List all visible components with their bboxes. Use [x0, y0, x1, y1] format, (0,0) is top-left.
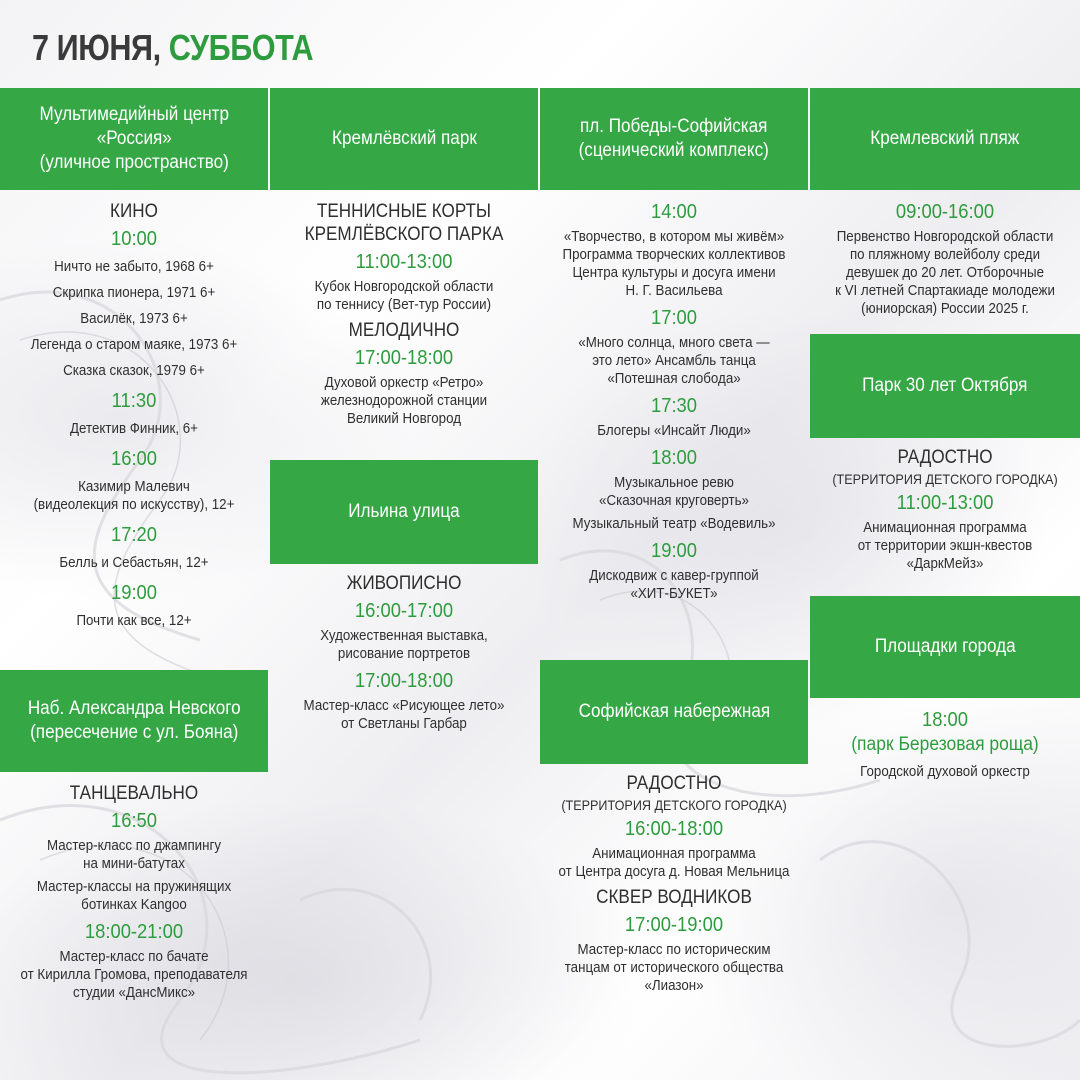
event-time: 09:00-16:00 [895, 201, 995, 223]
section-heading: КИНО [110, 201, 158, 222]
section-heading: СКВЕР ВОДНИКОВ [596, 887, 752, 908]
venue-label: Ильина улица [348, 501, 460, 522]
event-location: (парк Березовая роща) [851, 734, 1039, 755]
event-title: Мастер-класс по бачате от Кирилла Громова, преподавателя студии «ДансМикс» [20, 949, 248, 1001]
event-title: Кубок Новгородской области по теннису (Вет-тур России) [314, 279, 494, 313]
section-heading: РАДОСТНО [626, 773, 722, 794]
section-heading: РАДОСТНО [897, 447, 993, 468]
event-time: 18:00 [650, 447, 698, 469]
section-painting [270, 568, 538, 738]
event-title: «Творчество, в котором мы живём» Программа творческих коллективов Центра культуры и досуга имени Н. Г. Васильева [562, 229, 786, 299]
section-kids-sofia [540, 768, 808, 1000]
event-title: Легенда о старом маяке, 1973 6+ [30, 337, 238, 353]
venue-band-nevsky [0, 670, 268, 772]
event-time: 17:00 [650, 307, 698, 329]
event-time: 16:00-18:00 [624, 818, 724, 840]
page-date: 7 ИЮНЯ, [32, 27, 161, 68]
event-time: 14:00 [650, 201, 698, 223]
venue-band-sofia-embankment [540, 660, 808, 764]
venue-label: Наб. Александра Невского (пересечение с ул. Бояна) [27, 698, 241, 743]
section-tennis [270, 196, 538, 433]
event-title: Блогеры «Инсайт Люди» [597, 423, 751, 439]
event-title: Анимационная программа от Центра досуга д. Новая Мельница [558, 846, 790, 880]
venue-label: Площадки города [874, 636, 1016, 657]
section-cinema [0, 196, 268, 638]
section-dance [0, 778, 268, 1007]
event-title: Детектив Финник, 6+ [70, 421, 198, 437]
section-kids-park [810, 442, 1080, 578]
event-title: Мастер-класс по историческим танцам от исторического общества «Лиазон» [564, 942, 784, 994]
event-time: 17:00-18:00 [354, 347, 454, 369]
event-time: 16:00 [110, 448, 158, 470]
venue-band-ilyina [270, 460, 538, 564]
event-title: Художественная выставка, рисование портретов [320, 628, 488, 662]
event-time: 17:30 [650, 395, 698, 417]
event-title: Дискодвиж с кавер-группой «ХИТ-БУКЕТ» [589, 568, 759, 602]
venue-label: Мультимедийный центр «Россия» (уличное пространство) [39, 104, 229, 173]
venue-band-park-30 [810, 334, 1080, 438]
event-time: 10:00 [110, 228, 158, 250]
event-time: 18:00-21:00 [84, 921, 184, 943]
venue-label: Софийская набережная [578, 701, 770, 722]
event-time: 17:00-19:00 [624, 914, 724, 936]
event-title: Ничто не забыто, 1968 6+ [54, 259, 214, 275]
venue-band-rossiya [0, 88, 268, 190]
event-title: Музыкальный театр «Водевиль» [572, 516, 776, 532]
venue-label: Кремлёвский парк [331, 128, 477, 149]
event-time: 17:00-18:00 [354, 670, 454, 692]
event-title: Василёк, 1973 6+ [80, 311, 188, 327]
section-heading: МЕЛОДИЧНО [348, 320, 460, 341]
event-title: Скрипка пионера, 1971 6+ [52, 285, 216, 301]
event-title: Анимационная программа от территории экшн-квестов «ДаркМейз» [857, 520, 1033, 572]
event-time: 17:20 [110, 524, 158, 546]
venue-band-city-sites [810, 596, 1080, 698]
event-title: Музыкальное ревю «Сказочная круговерть» [599, 475, 749, 509]
event-title: Казимир Малевич (видеолекция по искусству), 12+ [33, 479, 235, 513]
section-heading: ТЕННИСНЫЕ КОРТЫ КРЕМЛЁВСКОГО ПАРКА [304, 201, 504, 245]
event-time: 11:00-13:00 [355, 251, 453, 273]
event-title: Мастер-классы на пружинящих ботинках Kangoo [36, 879, 232, 913]
section-volleyball [810, 196, 1080, 323]
event-time: 16:00-17:00 [354, 600, 454, 622]
section-stage [540, 196, 808, 608]
event-title: Духовой оркестр «Ретро» железнодорожной станции Великий Новгород [320, 375, 488, 427]
venue-label: Парк 30 лет Октября [862, 375, 1028, 396]
event-time: 16:50 [110, 810, 158, 832]
event-title: «Много солнца, много света — это лето» Ансамбль танца «Потешная слобода» [578, 335, 770, 387]
venue-band-pobedy [540, 88, 808, 190]
page-day: СУББОТА [168, 27, 314, 68]
event-title: Почти как все, 12+ [76, 613, 192, 629]
event-title: Сказка сказок, 1979 6+ [63, 363, 205, 379]
event-title: Мастер-класс по джампингу на мини-батутах [46, 838, 222, 872]
event-time: 11:30 [111, 390, 157, 412]
section-subheading: (ТЕРРИТОРИЯ ДЕТСКОГО ГОРОДКА) [561, 797, 787, 813]
venue-band-kremlin-beach [810, 88, 1080, 190]
page-title [32, 26, 313, 70]
event-time: 18:00 [921, 709, 969, 731]
event-title: Городской духовой оркестр [860, 764, 1030, 780]
venue-band-kremlin-park [270, 88, 538, 190]
event-title: Первенство Новгородской области по пляжному волейболу среди девушек до 20 лет. Отборочные к VI летней Спартакиаде молодежи (юниорская) России 2025 г. [835, 229, 1055, 317]
section-city [810, 704, 1080, 786]
event-time: 19:00 [110, 582, 158, 604]
event-time: 19:00 [650, 540, 698, 562]
venue-label: Кремлевский пляж [870, 128, 1020, 149]
venue-label: пл. Победы-Софийская (сценический комплекс) [578, 116, 770, 161]
section-heading: ТАНЦЕВАЛЬНО [69, 783, 199, 804]
event-title: Мастер-класс «Рисующее лето» от Светланы Гарбар [303, 698, 505, 732]
event-title: Белль и Себастьян, 12+ [59, 555, 209, 571]
event-time: 11:00-13:00 [896, 492, 994, 514]
section-subheading: (ТЕРРИТОРИЯ ДЕТСКОГО ГОРОДКА) [832, 471, 1058, 487]
section-heading: ЖИВОПИСНО [346, 573, 462, 594]
